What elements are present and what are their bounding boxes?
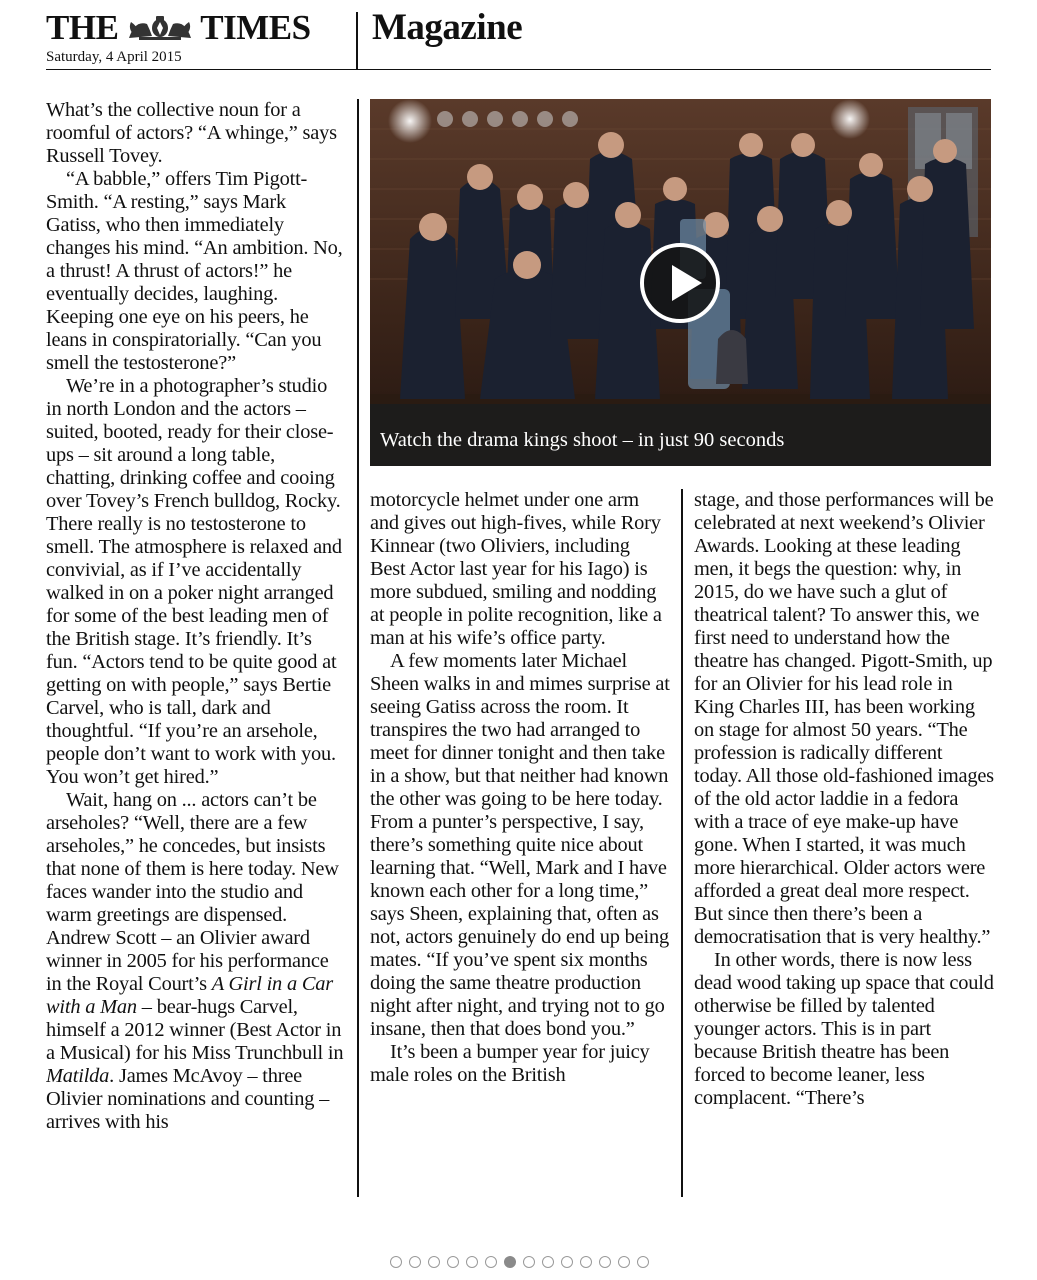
- masthead-divider: [356, 12, 358, 70]
- article-column-2: [370, 489, 670, 1203]
- page-dot[interactable]: [599, 1256, 611, 1268]
- article-paragraph: In other words, there is now less dead wood taking up space that could otherwise be filled by talented younger actors. This is in part because British theatre has been forced to become leaner, less complacent. “There’s: [694, 949, 994, 1109]
- page-dot[interactable]: [485, 1256, 497, 1268]
- page-dot[interactable]: [447, 1256, 459, 1268]
- page-dot[interactable]: [618, 1256, 630, 1268]
- page-dot[interactable]: [637, 1256, 649, 1268]
- play-button[interactable]: [640, 243, 720, 323]
- royal-crest-icon: [125, 12, 195, 42]
- play-title: A Girl in a Car with a Man: [46, 973, 333, 1018]
- column-divider: [681, 489, 683, 1197]
- article-paragraph: [46, 789, 344, 1134]
- article-column-3: [694, 489, 994, 1203]
- article-column-1: [46, 99, 344, 1203]
- article-paragraph: It’s been a bumper year for juicy male roles on the British: [370, 1041, 650, 1086]
- page-dot[interactable]: [580, 1256, 592, 1268]
- paragraph-text: – bear-hugs Carvel, himself a 2012 winner (Best Actor in a Musical) for his Miss Trunchbull in: [46, 996, 344, 1064]
- play-icon: [672, 265, 702, 301]
- page-dot[interactable]: [523, 1256, 535, 1268]
- article-paragraph: A few moments later Michael Sheen walks in and mimes surprise at seeing Gatiss across the room. It transpires the two had arranged to meet for dinner tonight and then take in a show, but that neither had known the other was going to be here today. From a punter’s perspective, I say, there’s something quite nice about learning that. “Well, Mark and I have known each other for a long time,” says Sheen, explaining that, often as not, actors genuinely do end up being mates. “If you’ve spent six months doing the same theatre production night after night, and trying not to go insane, then that does bond you.”: [370, 650, 670, 1040]
- article-paragraph: motorcycle helmet under one arm and gives out high-fives, while Rory Kinnear (two Oliviers, including Best Actor last year for his Iago) is more subdued, smiling and nodding at people in polite recognition, like a man at his wife’s office party.: [370, 489, 662, 649]
- page-dot[interactable]: [466, 1256, 478, 1268]
- play-title: Matilda: [46, 1065, 110, 1087]
- video-player[interactable]: [370, 99, 991, 466]
- article-paragraph: “A babble,” offers Tim Pigott-Smith. “A resting,” says Mark Gatiss, who then immediately changes his mind. “An ambition. No, a thrust! A thrust of actors!” he eventually decides, laughing. Keeping one eye on his peers, he leans in conspiratorially. “Can you smell the testosterone?”: [46, 168, 343, 374]
- column-divider: [357, 99, 359, 1197]
- video-caption: Watch the drama kings shoot – in just 90 seconds: [380, 429, 785, 451]
- page-dot[interactable]: [428, 1256, 440, 1268]
- issue-date: Saturday, 4 April 2015: [46, 49, 182, 65]
- page-dot[interactable]: [390, 1256, 402, 1268]
- brand-times: TIMES: [200, 8, 311, 47]
- article-paragraph: What’s the collective noun for a roomful of actors? “A whinge,” says Russell Tovey.: [46, 99, 337, 167]
- newspaper-logo[interactable]: [46, 10, 311, 46]
- page-dot-active[interactable]: [504, 1256, 516, 1268]
- section-title: Magazine: [372, 7, 523, 48]
- page-dot[interactable]: [409, 1256, 421, 1268]
- paragraph-text: . James McAvoy – three Olivier nominations and counting – arrives with his: [46, 1065, 330, 1133]
- page-dot[interactable]: [542, 1256, 554, 1268]
- page-indicator: [390, 1256, 649, 1268]
- article-paragraph: stage, and those performances will be celebrated at next weekend’s Olivier Awards. Looking at these leading men, it begs the question: why, in 2015, do we have such a glut of theatrical talent? To answer this, we first need to understand how the theatre has changed. Pigott-Smith, up for an Olivier for his lead role in King Charles III, has been working on stage for almost 50 years. “The profession is radically different today. All those old-fashioned images of the old actor laddie in a fedora with a trace of eye make-up have gone. When I started, it was much more hierarchical. Older actors were afforded a great deal more respect. But since then there’s been a democratisation that is very healthy.”: [694, 489, 994, 948]
- article-paragraph: We’re in a photographer’s studio in north London and the actors – suited, booted, ready for their close-ups – sit around a long table, chatting, drinking coffee and cooing over Tovey’s French bulldog, Rocky. There really is no testosterone to smell. The atmosphere is relaxed and convivial, as if I’ve accidentally walked in on a poker night arranged for some of the best leading men of the British stage. It’s friendly. It’s fun. “Actors tend to be quite good at getting on with people,” says Bertie Carvel, who is tall, dark and thoughtful. “If you’re an arsehole, people don’t want to work with you. You won’t get hired.”: [46, 375, 342, 788]
- brand-the: THE: [46, 8, 119, 47]
- masthead: [46, 8, 991, 70]
- page-dot[interactable]: [561, 1256, 573, 1268]
- paragraph-text: Wait, hang on ... actors can’t be arseholes? “Well, there are a few arseholes,” he concedes, but insists that none of them is here today. New faces wander into the studio and warm greetings are dispensed. Andrew Scott – an Olivier award winner in 2005 for his performance in the Royal Court’s: [46, 789, 339, 995]
